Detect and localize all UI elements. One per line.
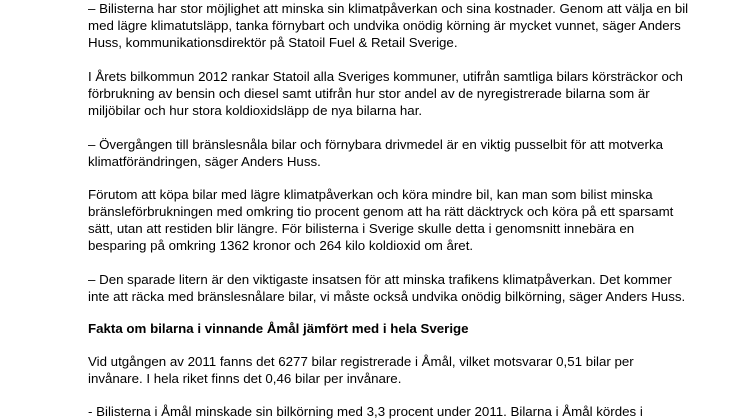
paragraph-4-line-4: besparing på omkring 1362 kronor och 264 kilo koldioxid om året.	[88, 238, 474, 253]
paragraph-3-line-1: – Övergången till bränslesnåla bilar och förnybara drivmedel är en viktig pusselbit för att motverka	[88, 137, 664, 152]
paragraph-5-line-1: – Den sparade litern är den viktigaste insatsen för att minska trafikens klimatpåverkan. Det kommer	[88, 272, 672, 287]
paragraph-7-line-1: - Bilisterna i Åmål minskade sin bilkörning med 3,3 procent under 2011. Bilarna i Åmål kördes i	[88, 404, 643, 419]
paragraph-4-line-3: sätt, utan att restiden blir längre. För bilisterna i Sverige skulle detta i genomsnitt innebära en	[88, 221, 635, 236]
paragraph-5-line-2: inte att räcka med bränslesnålare bilar, vi måste också undvika onödig bilkörning, säger Anders Huss.	[88, 289, 686, 304]
section-heading: Fakta om bilarna i vinnande Åmål jämfört med i hela Sverige	[88, 321, 469, 336]
paragraph-6-line-2: invånare. I hela riket finns det 0,46 bilar per invånare.	[88, 371, 402, 386]
paragraph-4-line-2: bränsleförbrukningen med omkring tio procent genom att ha rätt däcktryck och köra på ett sparsamt	[88, 204, 674, 219]
paragraph-2-line-3: miljöbilar och hur stora koldioxidsläpp de nya bilarna har.	[88, 103, 423, 118]
paragraph-3-line-2: klimatförändringen, säger Anders Huss.	[88, 154, 321, 169]
paragraph-2-line-1: I Årets bilkommun 2012 rankar Statoil alla Sveriges kommuner, utifrån samtliga bilars körsträckor och	[88, 69, 683, 84]
paragraph-2-line-2: förbrukning av bensin och diesel samt utifrån hur stor andel av de nyregistrerade bilarna som är	[88, 86, 650, 101]
paragraph-1-line-1: – Bilisterna har stor möjlighet att minska sin klimatpåverkan och sina kostnader. Genom att välja en bil	[88, 1, 689, 16]
paragraph-1-line-2: med lägre klimatutsläpp, tanka förnybart och undvika onödig körning är mycket vunnet, säger Anders	[88, 18, 681, 33]
paragraph-6-line-1: Vid utgången av 2011 fanns det 6277 bilar registrerade i Åmål, vilket motsvarar 0,51 bilar per	[88, 354, 634, 369]
paragraph-4-line-1: Förutom att köpa bilar med lägre klimatpåverkan och köra mindre bil, kan man som bilist minska	[88, 187, 653, 202]
paragraph-1-line-3: Huss, kommunikationsdirektör på Statoil Fuel & Retail Sverige.	[88, 35, 458, 50]
